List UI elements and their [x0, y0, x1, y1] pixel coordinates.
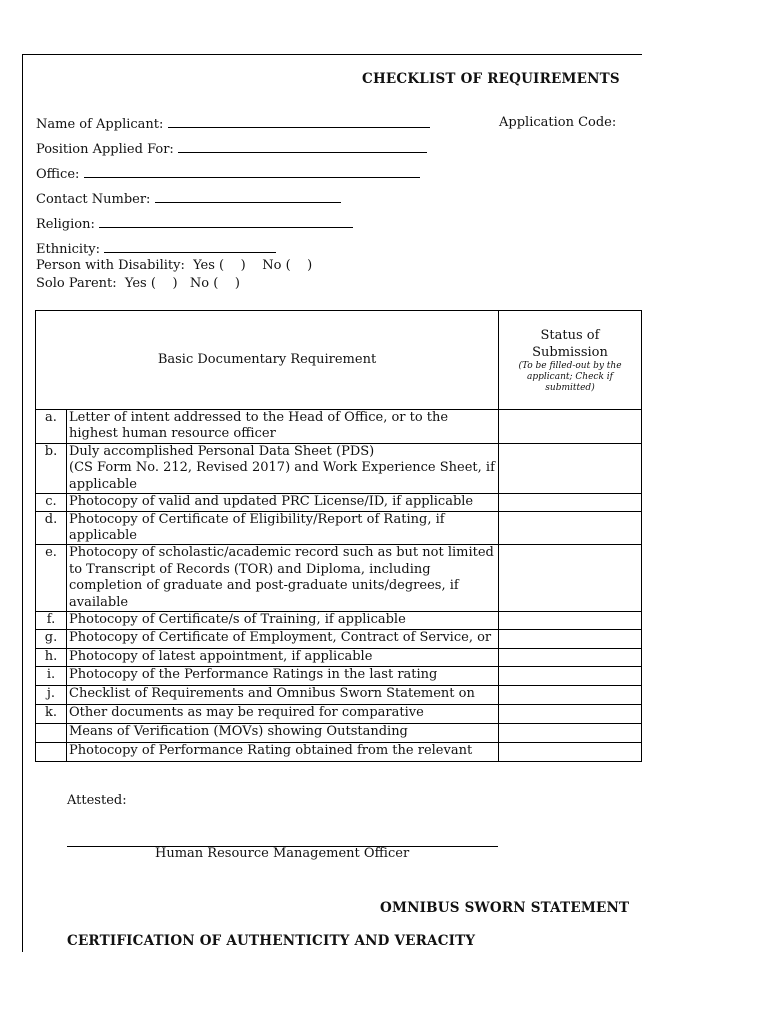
- table-row: [36, 743, 642, 762]
- attested-label: Attested:: [67, 793, 127, 808]
- requirements-table: [35, 310, 642, 762]
- row-requirement-text: Checklist of Requirements and Omnibus Sworn Statement on: [67, 686, 499, 705]
- row-status-cell[interactable]: [499, 545, 642, 612]
- row-status-cell[interactable]: [499, 686, 642, 705]
- table-row: [36, 612, 642, 630]
- row-requirement-text: Photocopy of latest appointment, if applicable: [67, 649, 499, 667]
- name-label: Name of Applicant:: [36, 117, 164, 132]
- row-requirement-text: Means of Verification (MOVs) showing Outstanding: [67, 724, 499, 743]
- row-status-cell[interactable]: [499, 743, 642, 762]
- office-label: Office:: [36, 167, 80, 182]
- row-requirement-text: Other documents as may be required for comparative: [67, 705, 499, 724]
- row-letter: b.: [36, 444, 67, 494]
- table-row: [36, 494, 642, 511]
- row-requirement-text: Photocopy of the Performance Ratings in the last rating: [67, 667, 499, 686]
- position-field-row: [36, 140, 427, 158]
- row-status-cell[interactable]: [499, 724, 642, 743]
- row-letter: c.: [36, 494, 67, 511]
- contact-label: Contact Number:: [36, 192, 151, 207]
- row-letter: d.: [36, 511, 67, 545]
- row-status-cell[interactable]: [499, 649, 642, 667]
- header-status-note: (To be filled-out by the applicant; Check if submitted): [518, 360, 622, 393]
- contact-field-row: [36, 190, 341, 208]
- row-status-cell[interactable]: [499, 511, 642, 545]
- table-row: [36, 705, 642, 724]
- row-status-cell[interactable]: [499, 630, 642, 649]
- table-row: [36, 410, 642, 444]
- name-field-row: [36, 115, 430, 133]
- religion-field-row: [36, 215, 353, 233]
- row-status-cell[interactable]: [499, 410, 642, 444]
- table-row: [36, 686, 642, 705]
- signatory-title: Human Resource Management Officer: [155, 846, 410, 861]
- row-letter: j.: [36, 686, 67, 705]
- row-requirement-text: Photocopy of Certificate of Employment, Contract of Service, or: [67, 630, 499, 649]
- row-letter: f.: [36, 612, 67, 630]
- requirements-body: [36, 410, 642, 762]
- row-requirement-text: Photocopy of Certificate/s of Training, if applicable: [67, 612, 499, 630]
- row-status-cell[interactable]: [499, 705, 642, 724]
- office-field-row: [36, 165, 420, 183]
- table-row: [36, 649, 642, 667]
- ethnicity-blank[interactable]: [104, 240, 276, 253]
- page-left-border: [22, 54, 23, 952]
- row-letter: g.: [36, 630, 67, 649]
- office-blank[interactable]: [84, 165, 420, 178]
- row-letter: i.: [36, 667, 67, 686]
- row-status-cell[interactable]: [499, 612, 642, 630]
- table-row: [36, 545, 642, 612]
- row-requirement-text: Photocopy of Performance Rating obtained from the relevant: [67, 743, 499, 762]
- row-requirement-text: Photocopy of scholastic/academic record such as but not limited to Transcript of Records (TOR) and Diploma, including completion of graduate and post-graduate units/degrees, if available: [67, 545, 499, 612]
- table-header-row: [36, 311, 642, 410]
- table-row: [36, 511, 642, 545]
- application-code-label: Application Code:: [499, 115, 617, 130]
- table-row: [36, 667, 642, 686]
- document-title: CHECKLIST OF REQUIREMENTS: [362, 71, 620, 87]
- religion-label: Religion:: [36, 217, 95, 232]
- pwd-line[interactable]: Person with Disability: Yes ( ) No ( ): [36, 258, 313, 273]
- row-requirement-text: Letter of intent addressed to the Head of Office, or to the highest human resource officer: [67, 410, 499, 444]
- row-letter: e.: [36, 545, 67, 612]
- position-blank[interactable]: [178, 140, 427, 153]
- row-letter: [36, 724, 67, 743]
- row-status-cell[interactable]: [499, 667, 642, 686]
- row-requirement-text: Photocopy of Certificate of Eligibility/Report of Rating, if applicable: [67, 511, 499, 545]
- page-top-border: [22, 54, 642, 55]
- religion-blank[interactable]: [99, 215, 353, 228]
- position-label: Position Applied For:: [36, 142, 174, 157]
- row-requirement-text: Duly accomplished Personal Data Sheet (PDS) (CS Form No. 212, Revised 2017) and Work Experience Sheet, if applicable: [67, 444, 499, 494]
- header-requirement: Basic Documentary Requirement: [36, 311, 499, 410]
- row-letter: a.: [36, 410, 67, 444]
- ethnicity-label: Ethnicity:: [36, 242, 101, 257]
- certification-title: CERTIFICATION OF AUTHENTICITY AND VERACITY: [67, 933, 476, 949]
- row-status-cell[interactable]: [499, 494, 642, 511]
- header-status: Status of Submission: [532, 327, 608, 360]
- solo-parent-line[interactable]: Solo Parent: Yes ( ) No ( ): [36, 276, 240, 291]
- omnibus-title: OMNIBUS SWORN STATEMENT: [380, 900, 630, 916]
- table-row: [36, 630, 642, 649]
- row-letter: [36, 743, 67, 762]
- row-requirement-text: Photocopy of valid and updated PRC License/ID, if applicable: [67, 494, 499, 511]
- row-letter: k.: [36, 705, 67, 724]
- ethnicity-field-row: [36, 240, 276, 258]
- header-status-cell: [499, 311, 642, 410]
- table-row: [36, 444, 642, 494]
- row-status-cell[interactable]: [499, 444, 642, 494]
- name-blank[interactable]: [168, 115, 430, 128]
- table-row: [36, 724, 642, 743]
- contact-blank[interactable]: [155, 190, 341, 203]
- row-letter: h.: [36, 649, 67, 667]
